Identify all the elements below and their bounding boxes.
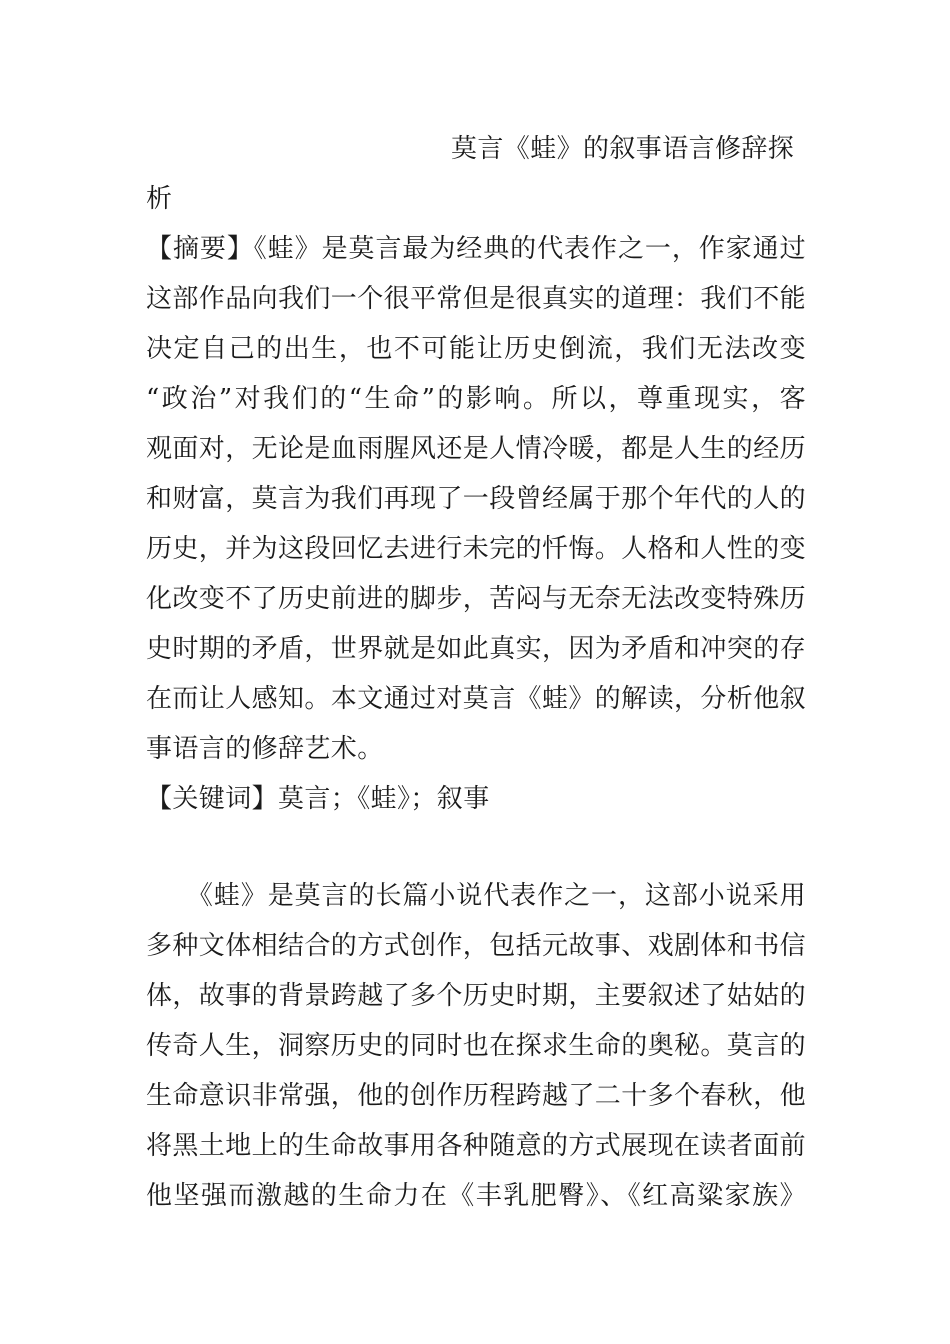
body-line: 将黑土地上的生命故事用各种随意的方式展现在读者面前 <box>146 1131 807 1161</box>
title-line-1: 莫言《蛙》的叙事语言修辞探 <box>451 134 795 164</box>
abstract-line: 决定自己的出生，也不可能让历史倒流，我们无法改变 <box>146 334 806 364</box>
abstract-line: 观面对，无论是血雨腥风还是人情冷暖，都是人生的经历 <box>146 434 807 464</box>
body-line: 他坚强而激越的生命力在《丰乳肥臀》、《红高粱家族》 <box>146 1181 806 1211</box>
abstract-line: 在而让人感知。本文通过对莫言《蛙》的解读，分析他叙 <box>146 684 807 714</box>
abstract-line: 事语言的修辞艺术。 <box>146 734 384 764</box>
abstract-line: 【摘要】《蛙》是莫言最为经典的代表作之一，作家通过 <box>146 234 806 264</box>
keywords-line: 【关键词】莫言；《蛙》；叙事 <box>146 784 490 814</box>
abstract-line: 史时期的矛盾，世界就是如此真实，因为矛盾和冲突的存 <box>146 634 807 664</box>
abstract-line: 历史，并为这段回忆去进行未完的忏悔。人格和人性的变 <box>146 534 807 564</box>
abstract-line: 和财富，莫言为我们再现了一段曾经属于那个年代的人的 <box>146 484 807 514</box>
body-line: 生命意识非常强，他的创作历程跨越了二十多个春秋，他 <box>146 1081 807 1111</box>
abstract-line: “政治”对我们的“生命”的影响。所以，尊重现实，客 <box>146 384 806 414</box>
title-line-2: 析 <box>146 184 173 214</box>
body-line: 传奇人生，洞察历史的同时也在探求生命的奥秘。莫言的 <box>146 1031 807 1061</box>
body-line: 体，故事的背景跨越了多个历史时期，主要叙述了姑姑的 <box>146 981 807 1011</box>
abstract-line: 这部作品向我们一个很平常但是很真实的道理：我们不能 <box>146 284 807 314</box>
abstract-line: 化改变不了历史前进的脚步，苦闷与无奈无法改变特殊历 <box>146 584 807 614</box>
body-line: 多种文体相结合的方式创作，包括元故事、戏剧体和书信 <box>146 931 807 961</box>
body-line: 《蛙》是莫言的长篇小说代表作之一，这部小说采用 <box>146 881 806 911</box>
